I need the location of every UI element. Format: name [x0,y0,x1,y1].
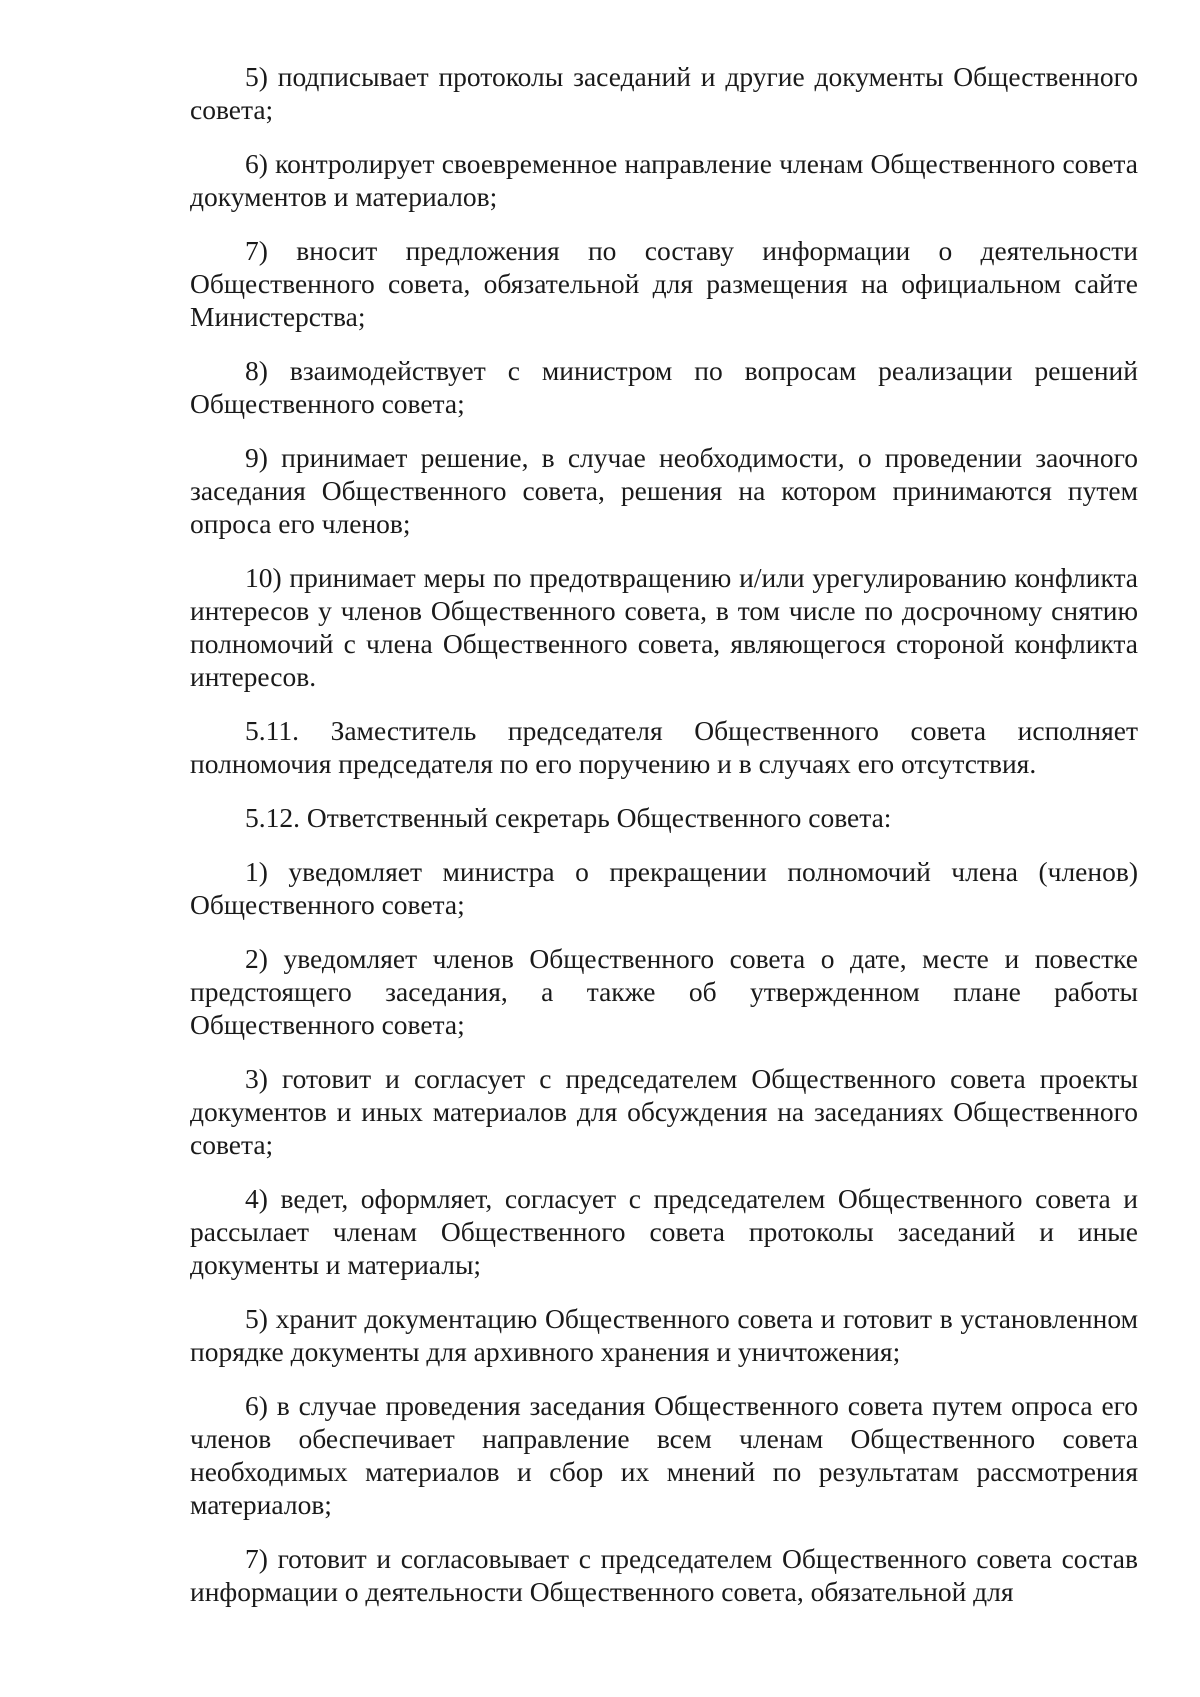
paragraph-item-10-conflict-of-interest: 10) принимает меры по предотвращению и/или урегулированию конфликта интересов у членов Общественного совета, в том числе по досрочному снятию полномочий с члена Общественного совета, являющегося стороной конфликта интересов. [190,562,1138,692]
paragraph-secretary-item-3: 3) готовит и согласует с председателем Общественного совета проекты документов и иных материалов для обсуждения на заседаниях Общественного совета; [190,1063,1138,1160]
paragraph-secretary-item-1: 1) уведомляет министра о прекращении полномочий члена (членов) Общественного совета; [190,856,1138,920]
paragraph-secretary-item-5: 5) хранит документацию Общественного совета и готовит в установленном порядке документы для архивного хранения и уничтожения; [190,1303,1138,1367]
paragraph-secretary-item-6: 6) в случае проведения заседания Общественного совета путем опроса его членов обеспечивает направление всем членам Общественного совета необходимых материалов и сбор их мнений по результатам рассмотрения материалов; [190,1390,1138,1520]
paragraph-secretary-item-7: 7) готовит и согласовывает с председателем Общественного совета состав информации о деятельности Общественного совета, обязательной для [190,1543,1138,1607]
paragraph-item-9-absentee-meeting: 9) принимает решение, в случае необходимости, о проведении заочного заседания Общественного совета, решения на котором принимаются путем опроса его членов; [190,442,1138,539]
paragraph-item-5-signs-protocols: 5) подписывает протоколы заседаний и другие документы Общественного совета; [190,61,1138,125]
paragraph-secretary-item-4: 4) ведет, оформляет, согласует с председателем Общественного совета и рассылает членам Общественного совета протоколы заседаний и иные документы и материалы; [190,1183,1138,1280]
paragraph-section-5-11: 5.11. Заместитель председателя Общественного совета исполняет полномочия председателя по его поручению и в случаях его отсутствия. [190,715,1138,779]
document-page [190,60,1138,1608]
paragraph-section-5-12: 5.12. Ответственный секретарь Общественного совета: [245,802,892,833]
paragraph-item-8-interacts-with-minister: 8) взаимодействует с министром по вопросам реализации решений Общественного совета; [190,355,1138,419]
paragraph-secretary-item-2: 2) уведомляет членов Общественного совета о дате, месте и повестке предстоящего заседания, а также об утвержденном плане работы Общественного совета; [190,943,1138,1040]
paragraph-item-6-controls-sending: 6) контролирует своевременное направление членам Общественного совета документов и материалов; [190,148,1138,212]
paragraph-item-7-proposals-information: 7) вносит предложения по составу информации о деятельности Общественного совета, обязательной для размещения на официальном сайте Министерства; [190,235,1138,332]
